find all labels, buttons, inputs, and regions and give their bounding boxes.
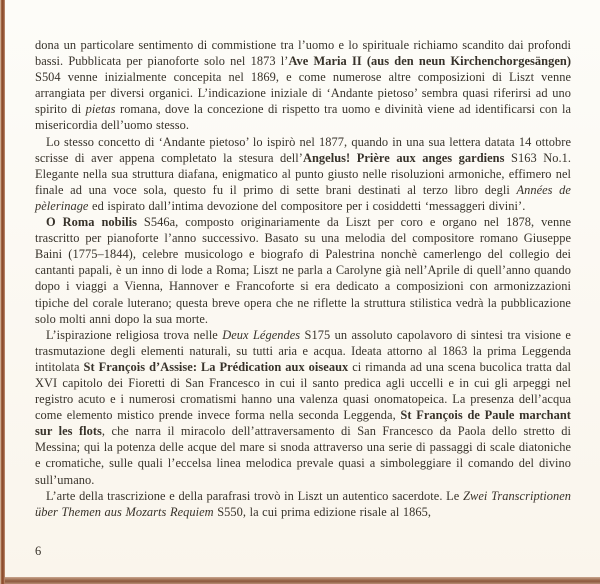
- text-run: S546a, composto originariamente da Liszt per coro e organo nel 1878, venne trascritto per pianoforte l’anno successivo. Basato su una melodia del compositore romano Giuseppe Baini (1775–1844), celebre musicologo e biografo di Palestrina nonchè camerlengo del collegio dei cantanti papali, è un inno di lode a Roma; Liszt ne parla a Carolyne già nell’Aprile di quell’anno quando dopo i viaggi a Vienna, Hannover e Francoforte si era dedicato a composizioni con armonizzazioni tipiche del corale luterano; questa breve opera che ne riflette la struttura stilistica vedrà la pubblicazione solo molti anni dopo la sua morte.: [35, 215, 572, 326]
- text-run: ci rimanda ad una scena bucolica tratta dal XVI capitolo dei Fioretti di San Francesco in cui il santo predica agli uccelli e in cui gli arpeggi nel registro acuto e i numerosi cromatismi hanno una valenza quasi onomatopeica. La presenza dell’acqua come elemento mistico prende invece forma nella seconda Leggenda,: [35, 359, 572, 423]
- page-left-edge: [0, 0, 5, 584]
- text-run: Années de pèlerinage: [35, 182, 571, 213]
- text-run: pietas: [85, 102, 116, 117]
- text-run: S175 un assoluto capolavoro di sintesi tra visione e trasmutazione degli elementi naturali, su tutti aria e acqua. Ideata attorno al 1863 la prima Leggenda intitolata: [35, 327, 571, 374]
- text-run: Zwei Transcriptionen über Themen aus Mozarts Requiem: [35, 488, 571, 519]
- text-run: ed ispirato dall’intima devozione del compositore per i cosiddetti ‘messaggeri divini’.: [88, 198, 526, 213]
- text-run: S550, la cui prima edizione risale al 1865,: [213, 504, 432, 519]
- text-run: Ave Maria II (aus den neun Kirchenchorgesängen): [288, 54, 571, 69]
- paragraph-o-roma-nobilis: [35, 214, 571, 327]
- text-run: romana, dove la concezione di rispetto tra uomo e divinità viene ad identificarsi con la misericordia dell’uomo stesso.: [35, 102, 571, 133]
- text-run: S163 No.1. Elegante nella sua struttura diafana, enigmatico al punto giusto nelle risoluzioni armoniche, effimero nel finale ad una voce sola, questo fu il primo di sette brani destinati al terzo libro degli: [35, 150, 572, 197]
- paragraph-deux-legendes: [35, 327, 571, 488]
- text-run: dona un particolare sentimento di commistione tra l’uomo e lo spirituale richiamo scandito dai profondi bassi. Pubblicata per pianoforte solo nel 1873 l’: [35, 38, 571, 69]
- paragraph-angelus: [35, 134, 571, 214]
- text-run: St François de Paule marchant sur les flots: [35, 408, 571, 439]
- text-run: Deux Légendes: [222, 327, 301, 342]
- text-run: O Roma nobilis: [46, 215, 137, 230]
- text-run: , che narra il miracolo dell’attraversamento di San Francesco da Paola dello stretto di Messina; qui la potenza delle acque del mare si snoda attraverso una serie di passaggi di scale diatoniche e cromatiche, sulle quali l’eccelsa linea melodica prevale quasi a simboleggiare il comando del divino sull’umano.: [35, 424, 571, 487]
- text-run: L’arte della trascrizione e della parafrasi trovò in Liszt un autentico sacerdote. Le: [46, 488, 464, 503]
- text-run: Angelus! Prière aux anges gardiens: [302, 150, 505, 165]
- text-run: L’ispirazione religiosa trova nelle: [46, 327, 223, 342]
- body-text: [35, 37, 571, 520]
- paragraph-ave-maria: [35, 37, 571, 134]
- text-run: Lo stesso concetto di ‘Andante pietoso’ lo ispirò nel 1877, quando in una sua lettera datata 14 ottobre scrisse di aver appena completato la stesura dell’: [35, 134, 571, 165]
- page-number: 6: [35, 544, 42, 558]
- text-run: S504 venne inizialmente concepita nel 1869, e come numerose altre composizioni di Liszt venne arrangiata per diversi organici. L’indicazione iniziale di ‘Andante pietoso’ sembra quasi riferirsi ad uno spirito di: [35, 70, 571, 117]
- page-bottom-edge: [0, 577, 600, 584]
- text-run: St François d’Assise: La Prédication aux oiseaux: [83, 359, 349, 374]
- paragraph-transcriptions: [35, 488, 571, 520]
